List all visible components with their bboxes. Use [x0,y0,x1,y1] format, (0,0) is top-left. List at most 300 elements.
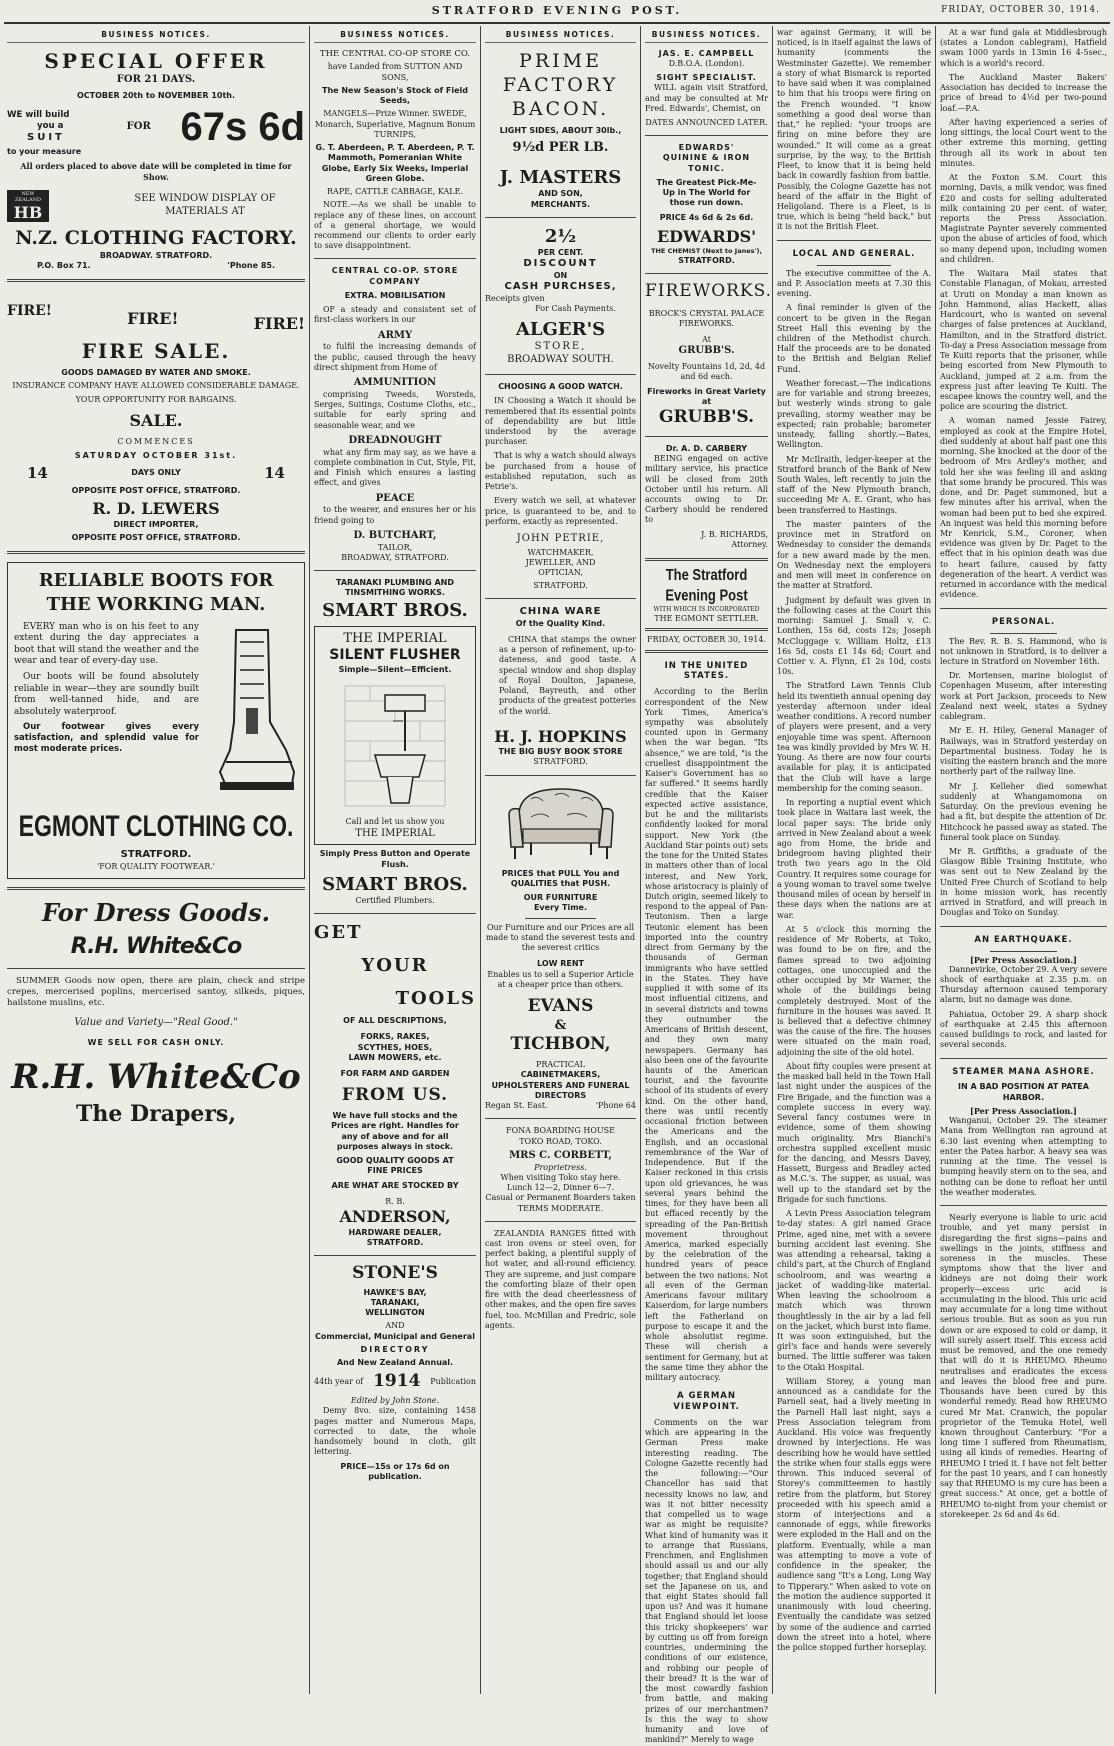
c6-4: At the Foxton S.M. Court this morning, Davis, a milk vendor, was fined £20 and costs for selling adulterated milk containing 20 per cent. of water, reports the Press Association. Magistrate Paynter severely commented upon the abuse of articles of food, which so many depend upon, including women and children. [940,173,1107,264]
column-1 [4,28,308,1692]
novelty: Novelty Fountains 1d, 2d, 4d and 6d each. [647,362,766,382]
opposite-post-office-2: OPPOSITE POST OFFICE, STRATFORD. [71,532,241,542]
fire-2: FIRE! [127,309,179,329]
campbell-ad [645,49,768,129]
discount-pct: 2½ [544,225,577,247]
suit-line-1: WE will build [7,109,70,120]
prices-pull: PRICES that PULL You and QUALITIES that PUSH. [501,868,620,888]
tichbon-name: TICHBON, [510,1034,611,1055]
certified-plumbers: Certified Plumbers. [355,895,435,905]
personal-1: The Rev. R. B. S. Hammond, who is not unknown in Stratford, is to deliver a lecture in Stratford on November 16th. [940,636,1107,666]
masters-son: AND SON, [538,189,583,199]
edwards-chemist: THE CHEMIST (Next to Janes'), [651,247,762,256]
from-us: FROM US. [341,1085,449,1106]
smart-bros-2: SMART BROS. [322,873,468,895]
ammunition-word: AMMUNITION [353,377,437,389]
armchair-illustration [501,783,621,863]
earthquake-head: AN EARTHQUAKE. [974,934,1073,945]
mana-sub: IN A BAD POSITION AT PATEA HARBOR. [958,1082,1089,1102]
divider [485,1221,636,1222]
boot-illustration [206,622,298,802]
stones-region: HAWKE'S BAY, TARANAKI, WELLINGTON [363,1287,427,1318]
tools-ad [314,921,476,1248]
evans-tichbon-ad [485,783,636,1112]
furniture-text: Our Furniture and our Prices are all made to stand the severest tests and the severest critics [485,922,636,953]
campbell-dboa: D.B.O.A. (London). [668,58,745,68]
quality-goods: GOOD QUALITY GOODS AT FINE PRICES [336,1156,454,1176]
value-variety: Value and Variety—"Real Good." [74,1017,238,1029]
get: GET [314,922,363,944]
silent-flusher: SILENT FLUSHER [329,647,461,664]
tools-list: FORKS, RAKES, SCYTHES, HOES, LAWN MOWERS, etc. [348,1032,442,1062]
receipts-given: Receipts given [485,293,545,303]
fire-goods: GOODS DAMAGED BY WATER AND SMOKE. [61,368,251,378]
divider [940,1205,1107,1206]
divider [777,240,931,241]
china-sub: Of the Quality Kind. [515,618,606,628]
dread-p: what any firm may say, as we have a complete combination in Cut, Style, Fit, and Finish which ensures a lasting effect, and gives [314,447,476,488]
column-divider [480,26,481,1694]
cash-purchases: CASH PURCHSES, [504,281,617,293]
fire-insurance: INSURANCE COMPANY HAVE ALLOWED CONSIDERABLE DAMAGE. [12,381,300,391]
per-cent: PER CENT. [537,247,584,257]
column-divider [309,26,310,1694]
mana-article: Wanganui, October 29. The steamer Mana from Wellington ran aground at 6.30 last evening when attempting to enter the Patea harbor. A heavy sea was running at the time. The vessel is bumping heavily stern on to the sea, and nothing can be done to refloat her until the weather moderates. [940,1116,1107,1197]
window-text: SEE WINDOW DISPLAY OF MATERIALS AT [134,193,276,218]
campbell-name: JAS. E. CAMPBELL [658,48,755,58]
edition-post: Publication [430,1377,476,1387]
suit-text [7,110,97,145]
peace-p: to the wearer, and ensures her or his friend going to [314,505,476,525]
coop1-varieties: G. T. Aberdeen, P. T. Aberdeen, P. T. Mammoth, Pomeranian White Globe, Early Six Weeks, Imperial Green Globe. [315,143,475,183]
personal-3: Mr E. H. Hiley, General Manager of Railways, was in Stratford yesterday on Departmental business. Today he is visiting the eastern branch and the more northerly part of the railway line. [940,726,1107,777]
demy-text: Demy 8vo. size, containing 1458 pages matter and Numerous Maps, corrected to date, the whole handsomely bound in cloth, gilt lettering. [314,1406,476,1457]
stones-sub: Commercial, Municipal and General [315,1331,475,1341]
local-1: The executive committee of the A. and P. Association meets at 7.30 this evening. [777,268,931,299]
algers-store: STORE, [534,341,587,353]
edwards-quinine-brand: EDWARDS' [678,143,735,153]
local-8: In reporting a nuptial event which took place in Waitara last week, the local paper says: The bride only arrived in New Zealand about a week ago from Home, the bride and bridegroom having plighted their troth two years ago in the Old Country. It requires some courage for a young woman to travel some twelve thousand miles of ocean by herself in these days when the nations are at war. [777,798,931,920]
local-3: Weather forecast.—The indications are for variable and strong breezes, but westerly winds strong to gale prevailing, stormy weather may be expected; rain probable; barometer unsteady, falling shortly.—Bates, Wellington. [777,378,931,450]
local-4: Mr McIlraith, ledger-keeper at the Stratford branch of the Bank of New South Wales, left recently to join the staff of the New Plymouth branch, succeeding Mr A. E. Grant, who has been transferred to Hastings. [777,454,931,515]
merchants: MERCHANTS. [530,199,591,209]
all-descriptions: OF ALL DESCRIPTIONS, [343,1016,447,1026]
quinine-price: PRICE 4s 6d & 2s 6d. [659,212,754,222]
hopkins-town: STRATFORD. [533,757,588,767]
divider [7,551,305,554]
column-6 [937,28,1110,1692]
practical: PRACTICAL [535,1060,585,1070]
taranaki-plumbing: TARANAKI PLUMBING AND TINSMITHING WORKS. [335,578,454,598]
business-notices-header: BUSINESS NOTICES. [645,28,768,43]
earthquake-byline: [Per Press Association.] [970,954,1077,965]
column-2 [311,28,479,1692]
divider [7,279,305,282]
post-nameplate [645,565,768,652]
tools-word: TOOLS [395,988,476,1010]
factory-po: P.O. Box 71. [37,260,91,270]
war-continued: war against Germany, it will be noticed, is in itself against the laws of humanity (comments the Westminster Gazette). We remember a story of what Bismarck is reported to have said when it was complained to him that his troops were firing on the French wounded. "I know something a good deal worse than that," he replied: "your troops are firing on mine before they are wounded." It will come as a great surprise, by the way, to the British Fleet, to know that it is being held back in cowardly fashion from battle. Possibly, the Cologne Gazette has not heard of the affair in the Bight of Heligoland. There is a Fleet, is is true, which is being "held back," but it is not the British Fleet. [777,28,931,232]
call-text: Call and let us show you [345,817,445,827]
army-p1: OF a steady and consistent set of first-class workers in our [314,305,476,325]
watch-head: CHOOSING A GOOD WATCH. [498,382,623,392]
ammo-p: comprising Tweeds, Worsteds, Serges, Suitings, Costume Cloths, etc., suitable for early spring and seasonable wear, and we [314,389,476,430]
divider [314,1255,476,1256]
divider [645,135,768,136]
nz-annual: And New Zealand Annual. [336,1358,454,1368]
carbery-ad [645,444,768,550]
egmont-settler: THE EGMONT SETTLER. [654,614,759,624]
evans-name: EVANS [527,996,594,1017]
fireworks-title: FIREWORKS. [645,280,773,301]
fona-toko: TOKO ROAD, TOKO. [519,1136,602,1146]
local-5: The master painters of the province met in Stratford on Wednesday to consider the demands for a new award made by the men. On Wednesday next the employers and men will meet in conference on the matter at Stratford. [777,519,931,591]
regan-phone: 'Phone 64 [595,1101,636,1111]
divider [645,558,768,561]
edition-year: 1914 [373,1371,421,1392]
your: YOUR [361,955,429,977]
c6-2: The Auckland Master Bakers' Association has decided to increase the price of bread to 4½d per two-pound loaf.—P.A. [940,72,1107,113]
fire-sale-ad [7,290,305,543]
watch-p2: That is why a watch should always be purchased from a house of established reputation, such as Petrie's. [485,451,636,492]
boots-p3: Our footwear gives every satisfaction, and splendid value for most moderate prices. [14,722,199,754]
fire-1: FIRE! [7,303,52,320]
days-right: 14 [264,463,285,482]
sight-text: WILL again visit Stratford, and may be consulted at Mr Fred. Edwards', Chemist, on [645,83,768,113]
edition-line [314,1371,476,1393]
petrie-ad [485,382,636,591]
c6-1: At a war fund gala at Middlesbrough (states a London cablegram), Hatfield swam 1000 yards in 13min 16 4-5sec., which is a world's record. [940,28,1107,68]
broadway-south: BROADWAY SOUTH. [507,354,614,366]
white-ad [7,898,305,1128]
divider [645,273,768,274]
rb-initials: R. B. [385,1196,405,1206]
stones-and: AND [385,1321,405,1331]
edwards-town: STRATFORD. [678,255,735,265]
directory-price: PRICE—15s or 17s 6d on publication. [340,1461,450,1481]
anderson-name: ANDERSON, [339,1207,451,1227]
carbery-name: Dr. A. D. CARBERY [665,443,748,453]
days-only: DAYS ONLY [131,468,181,478]
for-cash: For Cash Payments. [535,304,616,314]
richards-name: J. B. RICHARDS, [701,529,768,539]
carbery-text: BEING engaged on active military service, his practice will be closed from 20th October until his return. All accounts owing to Dr. Carbery should be rendered to [645,454,768,525]
local-9: At 5 o'clock this morning the residence of Mr Roberts, at Toko, was found to be on fire, and the flames spread to two adjoining cottages, one unoccupied and the other occupied by Mr Warner, the whole of the buildings being completely destroyed. Most of the furniture in the houses was saved. It is believed that a defective chimney was the cause of the fire. The houses were situated on the main road, adjoining the site of the old hotel. [777,924,931,1057]
coop1-list: MANGELS—Prize Winner. SWEDE, Monarch, Superlative, Magnum Bonum TURNIPS, [314,109,476,139]
butchart-name: D. BUTCHART, [353,529,437,541]
prime: PRIME [519,49,602,72]
nz-logo-top: NEW ZEALAND [14,190,42,204]
divider [817,265,891,266]
column-4 [642,28,773,1745]
local-7: The Stratford Lawn Tennis Club held its twentieth annual opening day yesterday afternoon under ideal weather conditions. A record number of players were present, and a very enjoyable time was spent. Afternoon tea was kindly provided by Mrs W. H. Young. As there are now four courts available for play, it is anticipated that the Club will have a large membership for the coming season. [777,681,931,793]
column-divider [935,26,936,1694]
petrie-town: STRATFORD. [533,580,588,590]
summer-goods: SUMMER Goods now open, there are plain, check and stripe crepes, mercerised poplins, mercerised santoy, silkeds, piques, hailstone muslins, etc. [7,976,305,1009]
rheumo-ad: Nearly everyone is liable to uric acid trouble, and yet many persist in disregarding the first signs—pains and swellings in the joints, stiffness and soreness in the muscles. These symptoms show that the liver and kidneys are not doing their work properly—excess uric acid is accumulating in the blood. This uric acid may accumulate for a long time without serious trouble. But as soon as you run down or are exposed to cold or damp, it will surely assert itself. This excess acid must be removed, and the one remedy that will do it is RHEUMO. Rheumo neutralises and eradicates the excess and leaves the blood free and pure. Thousands have been cured by this wonderful remedy. Read how RHEUMO cured Mr Mat. Cranwich, the popular proprietor of the Temuka Hotel, well known throughout Canterbury. "For a long time I suffered from Rheumatism, using all kinds of remedies. Hearing of RHEUMO I tried it. I have not felt better for the past 10 years, and I can honestly say that RHEUMO is my cure has been a great success." At once, get a bottle of RHEUMO to-night from your chemist or storekeeper. 2s 6d and 4s 6d. [940,1213,1107,1519]
flusher-box [314,626,476,846]
divider [485,374,636,375]
masthead-date: FRIDAY, OCTOBER 30, 1914. [941,5,1100,15]
local-head: LOCAL AND GENERAL. [792,248,916,259]
every-time: Every Time. [533,903,588,913]
per-lb: 9½d PER LB. [512,139,609,155]
divider [314,570,476,571]
boots-title: RELIABLE BOOTS FOR THE WORKING MAN. [38,570,274,615]
smart-bros-ad [314,578,476,906]
boots-p2: Our boots will be found absolutely reliable in wear—they are soundly built from well-tanned hide, and are absolutely waterproof. [14,671,199,717]
simple-silent: Simple—Silent—Efficient. [338,665,452,675]
edwards-ad [645,143,768,266]
lewers-title: DIRECT IMPORTER, [113,519,199,529]
german-head: A GERMAN VIEWPOINT. [673,1391,740,1413]
divider [645,628,768,631]
bacon: BACON. [511,98,610,121]
hardware-dealer: HARDWARE DEALER, [348,1227,442,1237]
cabinetmakers: CABINETMAKERS, UPHOLSTERERS AND FUNERAL DIRECTORS [491,1070,630,1100]
suit-offer [7,105,305,150]
dreadnought-word: DREADNOUGHT [348,434,442,446]
dress-goods: For Dress Goods. [42,898,270,928]
offer-dates: OCTOBER 20th to NOVEMBER 10th. [76,90,236,100]
column-5 [774,28,934,1692]
peace-word: PEACE [375,492,415,504]
masthead-rule [4,22,1110,24]
c6-3: After having experienced a series of long sittings, the local Court went to the other extreme this morning, getting through all its work in about ten minutes. [940,117,1107,168]
local-12: William Storey, a young man announced as a candidate for the Parnell seat, had a lively meeting in the Parnell Hall last night, says a Press Association telegram from Auckland. His voice was frequently drowned by interjections. He was describing how he would have settled the strike when four stalls eggs were thrown. This induced several of Storey's committeemen to hastily retire from the platform, but Storey proceeded with his speech amid a storm of interjections and a cannonade of eggs, while fireworks were exploded in the Hall and on the platform. Eventually, while a man was attempting to move a vote of confidence in the speaker, the audience sang "It's a Long, Long Way to Tipperary." When asked to vote on the motion the audience supported it unanimously with loud cheering. Eventually the candidate was seized by some of the audience and carried down the street into a hotel, where the police stopped further horseplay. [777,1376,931,1653]
corbett-name: MRS C. CORBETT, [509,1149,612,1161]
business-notices-header: BUSINESS NOTICES. [7,28,305,43]
divider [645,650,768,653]
light-sides: LIGHT SIDES, ABOUT 30lb., [499,125,622,135]
fireworks-at: At [702,335,711,345]
divider [485,775,636,776]
local-2: A final reminder is given of the concert to be given in the Regan Street Hall this evening by the children of the Methodist church. Half the proceeds are to be donated to the British and Belgian Relief Fund. [777,303,931,374]
divider [990,633,1057,634]
opposite-post-office: OPPOSITE POST OFFICE, STRATFORD. [71,485,241,495]
china-text: CHINA that stamps the owner as a person of refinement, up-to-dateness, and good taste. A special window and shop display of Royal Doulton, Japanese, Poland, Bayreuth, and other products of the greatest potteries of the world. [499,634,636,716]
mana-byline: [Per Press Association.] [970,1105,1077,1116]
army-p2: to fulfil the increasing demands of the public, caused through the heavy direct shipment from Home of [314,342,476,372]
regan-street: Regan St. East. [485,1101,548,1111]
fire-sale-title: FIRE SALE. [81,338,231,363]
watch-p1: IN Choosing a Watch it should be remembered that its essential points of dependability are but little understood by the average purchaser. [485,396,636,447]
china-title: CHINA WARE [519,605,602,617]
quinine-tonic: QUININE & IRON TONIC. [662,153,751,173]
fire-opportunity: YOUR OPPORTUNITY FOR BARGAINS. [75,394,237,404]
algers-name: ALGER'S [515,319,606,341]
factory-word: FACTORY [502,73,619,96]
edited-by: Edited by John Stone. [350,1396,440,1406]
suit-measure: to your measure [7,147,82,157]
evans-and: & [554,1017,567,1033]
stones-name: STONE'S [352,1262,438,1283]
white-brand-1: R.H. White&Co [70,934,242,960]
column-divider [640,26,641,1694]
terms-moderate: TERMS MODERATE. [517,1203,604,1213]
c6-5: The Waitara Mail states that Constable Flanagan, of Mokau, arrested at Uruti on Monday a man known as John Hammond, alias Hackett, alias Hardcourt, who is wanted on several charges of false pretences at Auckland, Hamilton, and in the Stratford district. To-day a Press Association message from Te Kuiti reports that the prisoner, while being escorted from New Plymouth to Auckland, jumped at 2 a.m. from the express just after leaving Te Kuiti. The escapee knows the country well, and the police are scouring the district. [940,269,1107,412]
divider [7,887,305,890]
egmont-town: STRATFORD. [120,849,192,861]
column-divider [772,26,773,1694]
divider [314,258,476,259]
bacon-ad [485,49,636,210]
fona-name: FONA BOARDING HOUSE [506,1126,615,1136]
grubbs-1: GRUBB'S. [678,345,735,357]
stones-directory-ad [314,1263,476,1482]
us-article: According to the Berlin correspondent of the New York Times, America's sympathy was absolutely counted upon in Germany when the war began. "Its absence," we are told, "is the cruellest disappointment the Kaiser's Government has so far suffered." It seems hardly credible that the Kaiser expected active assistance, but he and the militarists confidently looked for moral support. New York (the Auckland Star points out) sets the tone for the United States in matters other than of local interest, and New York, whose aristocracy is plainly of Dutch origin, seemed likely to respond to the appeal of Pan-Teutonism. Then a large Teutonic element has been imported into the country direct from Germany by the thousands of German immigrants who have settled in the States. They have supplied it with some of its most influential citizens, and in several districts and towns they outnumber the Americans of British descent, and they own many newspapers. Germany has also been one of the favourite haunts of the American tourist, and the favourite school of its students of every kind. On the other hand, there was until recently occasional friction between the Americans and the English, and an occasional remembrance of the War of Independence. But if the Kaiser reckoned in this crisis upon old grievances, he was several years behind the times, for they have been all but effaced recently by the spreading of the Pan-British movement throughout America, marked especially by the celebration of the hundred years of peace between the two nations. Not all even of the German Americans favour military Kaiserdom, for large numbers left the Fatherland on purpose to escape it and the whole absolutist regime. These will cherish a sentiment for Germany, but at the same time they abhor the military autocracy. [645,687,768,1383]
on-word: ON [553,270,568,280]
hopkins-china-ad [485,606,636,768]
imperial-1: THE IMPERIAL [343,630,447,646]
farm-garden: FOR FARM AND GARDEN [340,1069,450,1079]
sale-title: SALE. [129,410,183,430]
boots-ad [7,562,305,879]
casual-boarders: Casual or Permanent Boarders taken [485,1193,636,1203]
imperial-2: THE IMPERIAL [355,827,435,839]
suit-for: FOR [126,120,151,132]
proprietress: Proprietress. [534,1162,587,1172]
stocks-text: We have full stocks and the Prices are right. Handles for any of above and for all purposes always in stock. [331,1111,459,1151]
divider [485,217,636,218]
factory-name: N.Z. CLOTHING FACTORY. [15,227,297,250]
divider [525,918,596,919]
rent-text: Enables us to sell a Superior Article at a cheaper price than others. [487,969,634,989]
column-3 [482,28,639,1692]
personal-2: Dr. Mortensen, marine biologist of Copenhagen Museum, after interesting work at Port Jackson, proceeds to New Zealand next week, states a Sydney cablegram. [940,671,1107,722]
days-left: 14 [27,463,48,482]
butchart-tailor: TAILOR, [377,542,413,552]
local-10: About fifty couples were present at the masked ball held in the Town Hall last night under the auspices of the Fire Brigade, and the function was a complete success in every way. Several fancy costumes were in evidence, some of them showing much originality. Mrs Bianchi's orchestra supplied excellent music for the dancing, and Messrs Davey, Hassett, Burgess and Bradley acted as M.C.'s. The supper, as usual, was well up to the standard set by the Brigade for such functions. [777,1061,931,1204]
army-word: ARMY [377,329,413,341]
divider [940,926,1107,927]
drapers: The Drapers, [76,1100,236,1127]
cash-only: WE SELL FOR CASH ONLY. [87,1038,225,1048]
divider [7,968,305,969]
local-11: A Levin Press Association telegram to-day states: A girl named Grace Prime, aged nine, met with a severe burning accident last evening. She was attending a rehearsal, taking a child's part, at the Church of England schoolroom, and was wearing a jacket of wadding-like material. When leaving the schoolroom a match which was thrown thoughtlessly in the air by a lad fell on the jacket, which burst into flame. It was soon extinguished, but the girl's face and hands were severely burned. The little sufferer was taken to the Otaki Hospital. [777,1209,931,1372]
visiting: When visiting Toko stay here. [500,1172,621,1182]
divider [940,608,1107,609]
factory-contact [7,261,305,271]
suit-note: All orders placed to above date will be completed in time for Show. [20,161,292,182]
petrie-name: JOHN PETRIE, [516,533,605,545]
personal-5: Mr R. Griffiths, a graduate of the Glasgow Bible Training Institute, who was sent out to New Zealand by the United Free Church of Scotland to help in home mission work, has recently arrived in Stratford, and will preach in Douglas and Toko on Sunday. [940,846,1107,918]
nz-logo [7,190,49,222]
offer-days: FOR 21 DAYS. [116,74,196,86]
suit-line-2: you a [37,120,64,131]
low-rent: LOW RENT [537,959,584,969]
lewers-name: R. D. LEWERS [92,499,220,519]
boots-text [14,622,199,759]
flusher-illustration [335,681,455,811]
discount-word: DISCOUNT [523,258,598,270]
directory-word: DIRECTORY [360,1344,430,1354]
offer-title: SPECIAL OFFER [44,48,268,73]
fire-3: FIRE! [253,314,305,334]
boots-body [14,622,298,802]
factory-address: BROADWAY. STRATFORD. [99,250,213,260]
watch-p3: Every watch we sell, at whatever price, is guaranteed to be, and to perform, exactly as represented. [485,496,636,526]
divider [645,436,768,437]
sale-commences: COMMENCES [117,437,195,447]
coop1-season: The New Season's Stock of Field Seeds, [322,85,468,106]
butchart-address: BROADWAY, STRATFORD. [341,552,449,562]
suit-price: 67s 6d [180,105,305,150]
coop1-note: NOTE.—As we shall be unable to replace any of these lines, on account of a general shortage, we would recommend our clients to order early to save disappointment. [314,200,476,251]
masthead [0,4,1114,20]
earthquake-2: Pahiatua, October 29. A sharp shock of earthquake at 2.45 this afternoon caused buildings to rock, and lasted for several seconds. [940,1009,1107,1050]
fona-boarding-ad [485,1126,636,1213]
hopkins-name: H. J. HOPKINS [494,726,627,746]
dates-announced: DATES ANNOUNCED LATER. [645,118,768,127]
business-notices-header: BUSINESS NOTICES. [314,28,476,43]
fire-row [7,290,305,334]
watchmaker: WATCHMAKER, JEWELLER, AND OPTICIAN, [525,547,596,578]
coop1-landed: have Landed from SUTTON AND SONS, [327,62,463,82]
coop1-rape: RAPE, CATTLE CABBAGE, KALE. [327,187,463,197]
greatest-pick: The Greatest Pick-Me-Up in The World for those run down. [656,177,757,208]
divider [485,1118,636,1119]
coop-mobilisation-ad [314,266,476,563]
personal-4: Mr J. Kelleher died somewhat suddenly at Whangamomona on Saturday. On the previous evening he had a fit, but despite the attention of Dr. Hitchcock he passed away as stated. The funeral took place on Sunday. [940,781,1107,842]
divider [314,913,476,914]
zealandia-ranges: ZEALANDIA RANGES fitted with cast iron ovens or steel oven, for perfect baking, a plentiful supply of hot water, and all-round efficiency. They are supreme, and just compare the comforting blaze of their open fire with the dead cheerlessness of other makes, and the open fire saves fuel, too. McMillan and Fredric, sole agents. [485,1228,636,1330]
anderson-town: STRATFORD. [366,1237,424,1247]
egmont-tag: 'FOR QUALITY FOOTWEAR.' [97,862,215,872]
lunch-times: Lunch 12—2, Dinner 6—7. [506,1183,615,1193]
sale-days [7,464,305,483]
coop1-title: THE CENTRAL CO-OP STORE CO. [319,48,471,59]
sight-specialist: SIGHT SPECIALIST. [656,73,757,83]
c6-6: A woman named Jessie Fairey, employed as cook at the Empire Hotel, died suddenly at about half past one this morning. She knocked at the door of the bedroom of Mrs Ardley's mother, and told her she was feeling ill and asking that some brandy be procured. This was done, and Dr. Paget summoned, but a few minutes after his arrival, when the woman had been put to bed she expired. An inquest was held this morning before Mr Kenrick, S.M., Coroner, when evidence was given by Dr. Paget to the effect that in his opinion death was due to heart failure, caused by fatty degeneration of the heart. A verdict was returned in accordance with the medical evidence. [940,416,1107,600]
window-display [7,190,305,222]
coop-seeds-ad [314,49,476,252]
mana-head: STEAMER MANA ASHORE. [952,1066,1095,1077]
divider [485,598,636,599]
regan-line [485,1101,636,1111]
nz-logo-letters: HB [13,202,43,222]
personal-head: PERSONAL. [991,616,1056,627]
edwards-name: EDWARDS' [656,226,757,246]
earthquake-1: Dannevirke, October 29. A very severe shock of earthquake at 2.35 p.m. on Thursday afternoon caused temporary alarm, but no damage was done. [940,964,1107,1005]
great-variety: Fireworks in Great Variety at [647,386,766,406]
grubbs-2: GRUBB'S. [658,407,754,428]
masthead-title: STRATFORD EVENING POST. [431,4,683,17]
brocks: BROCK'S CRYSTAL PALACE FIREWORKS. [648,308,765,328]
extra-mobilisation: EXTRA. MOBILISATION [344,290,446,300]
press-button: Simply Press Button and Operate Flush. [319,849,471,869]
local-6: Judgment by default was given in the following cases at the Court this morning: Samuel J. Small v. C. Lonthen, 15s 6d, costs 12s; Joseph McCluggage v. William Holtz, £13 16s 5d, costs £1 14s 6d; Court and Cottier v. A. Flynn, £1 2s 10d, costs 10s. [777,595,931,677]
us-head: IN THE UNITED STATES. [664,660,749,682]
coop2-title: CENTRAL CO-OP. STORE COMPANY [331,266,459,286]
stocked-by: ARE WHAT ARE STOCKED BY [331,1180,459,1190]
egmont-name: EGMONT CLOTHING CO. [18,808,294,843]
our-furniture: OUR FURNITURE [523,893,598,903]
masters-name: J. MASTERS [499,167,622,189]
white-brand-2: R.H. White&Co [11,1057,301,1098]
divider [990,951,1057,952]
incorporated: WITH WHICH IS INCORPORATED [653,606,760,614]
algers-ad [485,225,636,367]
post-date: FRIDAY, OCTOBER 30, 1914. [647,635,766,645]
big-busy: THE BIG BUSY BOOK STORE [498,747,623,757]
business-notices-header: BUSINESS NOTICES. [485,28,636,43]
edition-pre: 44th year of [314,1377,364,1387]
fireworks-ad [645,280,773,429]
factory-phone: 'Phone 85. [227,260,275,270]
suit-line-3: SUIT [27,131,65,143]
richards-attorney: Attorney. [731,539,768,549]
